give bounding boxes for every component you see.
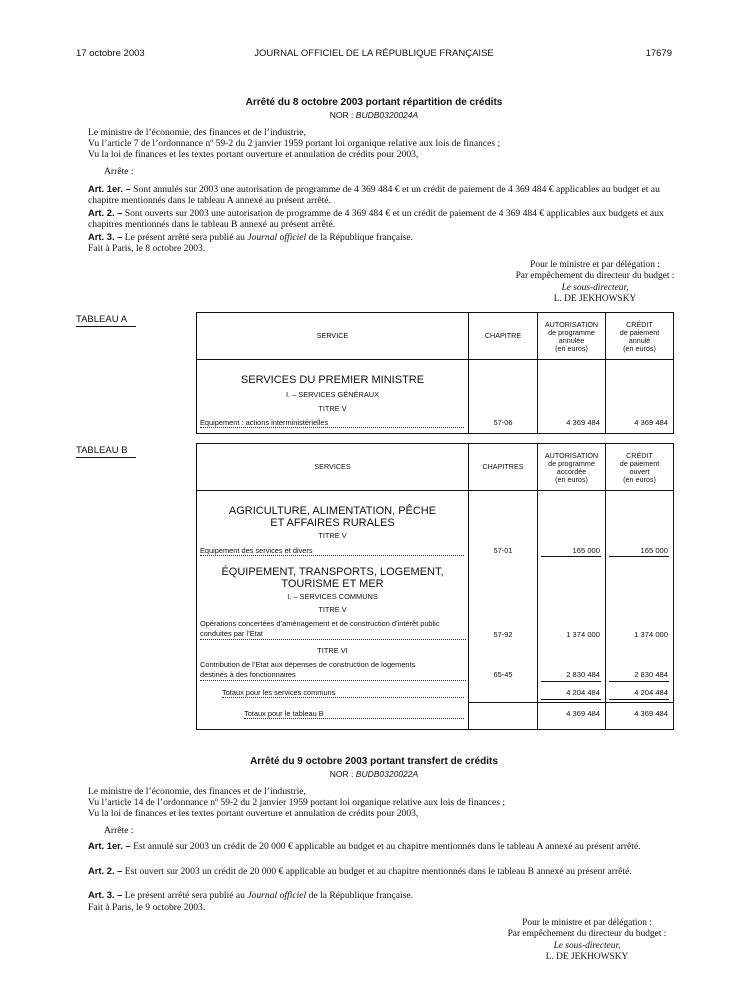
tableau-b-label: TABLEAU B: [76, 445, 136, 458]
tableau-a-row-label: Equipement : actions interministérielles: [200, 418, 464, 428]
arrete2-nor: NOR : BUDB0320022A: [329, 769, 419, 779]
tableau-b-s1-row-cp: 165 000: [640, 546, 668, 555]
tableau-a-section: SERVICES DU PREMIER MINISTRE: [240, 374, 425, 386]
arrete2-arrete: Arrête :: [104, 825, 134, 836]
tableau-b-s1-titre: TITRE V: [318, 531, 347, 540]
journal-title: JOURNAL OFFICIEL DE LA RÉPUBLIQUE FRANÇAISE: [254, 48, 494, 59]
page-number: 17679: [645, 48, 672, 59]
tableau-a-col-cp: CRÉDIT de paiement annulé (en euros): [619, 320, 660, 353]
arrete1-arrete: Arrête :: [104, 166, 134, 177]
tableau-a-label: TABLEAU A: [76, 314, 136, 327]
tableau-a-sub: I. – SERVICES GÉNÉRAUX: [285, 390, 380, 399]
tableau-b-tot-services-label: Totaux pour les services communs: [222, 688, 464, 698]
arrete2-signature: Pour le ministre et par délégation : Par empêchement du directeur du budget : Le sous-directeur, L. DE JEKHOWSKY: [507, 918, 667, 962]
tableau-b-s2-row2-ap: 2 830 484: [566, 670, 600, 679]
tableau-b-tot-services-ap: 4 204 484: [566, 688, 600, 697]
arrete1-visa3: Vu la loi de finances et les textes portant ouverture et annulation de crédits pour 2003,: [88, 149, 419, 160]
tableau-b-s1-row-label: Equipement des services et divers: [200, 546, 464, 556]
tableau-b-s2-row1-ap: 1 374 000: [566, 630, 600, 639]
tableau-b-s2-titre5: TITRE V: [318, 605, 347, 614]
tableau-b-section1: AGRICULTURE, ALIMENTATION, PÊCHE ET AFFAIRES RURALES: [228, 505, 437, 529]
arrete1-visa1: Le ministre de l’économie, des finances et de l’industrie,: [88, 127, 306, 138]
tableau-a-row-cp: 4 369 484: [634, 418, 668, 427]
arrete2-visa2: Vu l’article 14 de l’ordonnance nº 59-2 du 2 janvier 1959 portant loi organique relative aux lois de finances ;: [88, 797, 506, 808]
tableau-a-titre: TITRE V: [318, 404, 347, 413]
arrete2-art1: Art. 1er. – Est annulé sur 2003 un crédit de 20 000 € applicable au budget et au chapitre mentionnés dans le tableau A annexé au présent arrêté.: [88, 840, 641, 852]
arrete2-visa1: Le ministre de l’économie, des finances et de l’industrie,: [88, 786, 306, 797]
tableau-a-col-ap: AUTORISATION de programme annulée (en euros): [544, 320, 599, 353]
tableau-b-s2-titre6: TITRE VI: [317, 646, 348, 655]
tableau-b-tot-b-cp: 4 369 484: [634, 709, 668, 718]
tableau-a-row-chapitre: 57-06: [493, 418, 513, 427]
tableau-b-s1-row-ap: 165 000: [572, 546, 600, 555]
arrete2-art3: Art. 3. – Le présent arrêté sera publié au Journal officiel de la République française.: [88, 889, 414, 901]
tableau-a-row-ap: 4 369 484: [566, 418, 600, 427]
tableau-b-s1-row-chapitre: 57-01: [493, 546, 513, 555]
tableau-a-col-service: SERVICE: [316, 331, 349, 340]
tableau-b-section2: ÉQUIPEMENT, TRANSPORTS, LOGEMENT, TOURISME ET MER: [221, 566, 444, 590]
tableau-b-col-cp: CRÉDIT de paiement ouvert (en euros): [619, 451, 660, 484]
arrete2-title: Arrêté du 9 octobre 2003 portant transfert de crédits: [250, 756, 498, 767]
arrete1-title: Arrêté du 8 octobre 2003 portant répartition de crédits: [245, 97, 503, 108]
tableau-b-tot-services-cp: 4 204 484: [634, 688, 668, 697]
tableau-b-s2-row1-label: Opérations concertées d’aménagement et de construction d’intérêt public conduites par l’Etat: [200, 619, 466, 640]
tableau-b-col-chapitres: CHAPITRES: [482, 462, 524, 471]
tableau-b-s2-row1-cp: 1 374 000: [634, 630, 668, 639]
header-date: 17 octobre 2003: [76, 48, 145, 59]
tableau-b-s2-row2-chapitre: 65-45: [493, 670, 513, 679]
arrete2-visa3: Vu la loi de finances et les textes portant ouverture et annulation de crédits pour 2003,: [88, 808, 419, 819]
tableau-b-s2-sub: I. – SERVICES COMMUNS: [287, 592, 378, 601]
tableau-b-s2-row2-label: Contribution de l’Etat aux dépenses de construction de logements destinés à des fonctionnaires: [200, 660, 466, 681]
arrete1-visa2: Vu l’article 7 de l’ordonnance nº 59-2 du 2 janvier 1959 portant loi organique relative aux lois de finances ;: [88, 138, 501, 149]
arrete1-fait: Fait à Paris, le 8 octobre 2003.: [88, 243, 206, 254]
tableau-b-tot-b-label: Totaux pour le tableau B: [244, 709, 464, 719]
arrete2-art2: Art. 2. – Est ouvert sur 2003 un crédit de 20 000 € applicable au budget et au chapitre mentionnés dans le tableau B annexé au présent arrêté.: [88, 865, 632, 877]
arrete1-art1: Art. 1er. – Sont annulés sur 2003 une autorisation de programme de 4 369 484 € et un crédit de paiement de 4 369 484 € applicables au budget et au chapitre mentionnés dans le tableau A annexé au présent arrêté.: [88, 183, 660, 206]
arrete2-fait: Fait à Paris, le 9 octobre 2003.: [88, 902, 206, 913]
tableau-b-col-ap: AUTORISATION de programme accordée (en euros): [544, 451, 599, 484]
tableau-b-col-services: SERVICES: [314, 462, 351, 471]
tableau-b-s2-row1-chapitre: 57-92: [493, 630, 513, 639]
tableau-b-s2-row2-cp: 2 830 484: [634, 670, 668, 679]
tableau-a-col-chapitre: CHAPITRE: [484, 331, 522, 340]
arrete1-signature: Pour le ministre et par délégation : Par empêchement du directeur du budget : Le sous-directeur, L. DE JEKHOWSKY: [515, 260, 675, 304]
arrete1-nor: NOR : BUDB0320024A: [329, 110, 419, 120]
arrete1-art2: Art. 2. – Sont ouverts sur 2003 une autorisation de programme de 4 369 484 € et un crédit de paiement de 4 369 484 € applicables aux budgets et aux chapitres mentionnés dans le tableau B annexé au présent arrêté.: [88, 207, 664, 230]
tableau-b-tot-b-ap: 4 369 484: [566, 709, 600, 718]
arrete1-art3: Art. 3. – Le présent arrêté sera publié au Journal officiel de la République française.: [88, 231, 414, 243]
